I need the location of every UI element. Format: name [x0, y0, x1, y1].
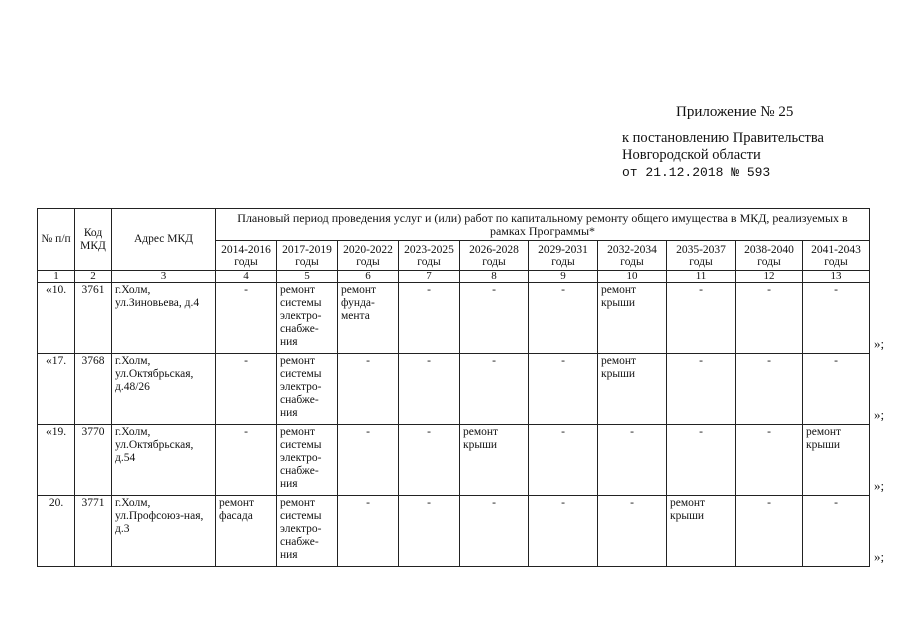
year-header: 2020-2022 годы: [338, 241, 399, 271]
work-cell: -: [598, 496, 667, 567]
building-address: г.Холм, ул.Октябрьская, д.54: [112, 425, 216, 496]
work-cell: -: [667, 425, 736, 496]
work-cell: -: [338, 425, 399, 496]
work-cell: -: [399, 283, 460, 354]
building-code: 3768: [75, 354, 112, 425]
column-number: 1: [38, 271, 75, 283]
work-cell: -: [399, 496, 460, 567]
table-row: [38, 354, 870, 425]
year-header: 2017-2019 годы: [277, 241, 338, 271]
work-cell: -: [216, 354, 277, 425]
column-number: 5: [277, 271, 338, 283]
column-number: 3: [112, 271, 216, 283]
work-cell: ремонт фунда-мента: [338, 283, 399, 354]
row-number: «17.: [38, 354, 75, 425]
work-cell: -: [736, 425, 803, 496]
column-number-row: [38, 271, 870, 283]
header-address: Адрес МКД: [112, 209, 216, 271]
column-number: 11: [667, 271, 736, 283]
work-cell: -: [667, 283, 736, 354]
resolution-line: к постановлению Правительства: [622, 130, 824, 146]
row-closing-mark: »;: [874, 548, 885, 564]
work-cell: ремонт крыши: [460, 425, 529, 496]
work-cell: -: [803, 496, 870, 567]
work-cell: -: [399, 354, 460, 425]
column-number: 8: [460, 271, 529, 283]
work-cell: -: [216, 425, 277, 496]
work-cell: -: [803, 354, 870, 425]
work-cell: -: [399, 425, 460, 496]
work-cell: -: [529, 496, 598, 567]
table-row: [38, 283, 870, 354]
column-number: 4: [216, 271, 277, 283]
row-closing-mark: »;: [874, 335, 885, 351]
year-header: 2041-2043 годы: [803, 241, 870, 271]
work-cell: -: [667, 354, 736, 425]
work-cell: ремонт системы электро-снабже-ния: [277, 425, 338, 496]
column-number: 2: [75, 271, 112, 283]
year-header: 2014-2016 годы: [216, 241, 277, 271]
work-cell: -: [529, 425, 598, 496]
resolution-date: от 21.12.2018 № 593: [622, 165, 771, 180]
work-cell: -: [338, 354, 399, 425]
resolution-reference: [622, 130, 824, 181]
column-number: 7: [399, 271, 460, 283]
building-code: 3771: [75, 496, 112, 567]
row-number: «19.: [38, 425, 75, 496]
work-cell: -: [460, 354, 529, 425]
work-cell: -: [529, 283, 598, 354]
repair-schedule-table: [37, 208, 870, 567]
year-header: 2029-2031 годы: [529, 241, 598, 271]
column-number: 10: [598, 271, 667, 283]
year-header: 2023-2025 годы: [399, 241, 460, 271]
row-closing-mark: »;: [874, 406, 885, 422]
column-number: 13: [803, 271, 870, 283]
work-cell: ремонт крыши: [598, 283, 667, 354]
table-row: [38, 496, 870, 567]
year-header: 2026-2028 годы: [460, 241, 529, 271]
work-cell: -: [598, 425, 667, 496]
work-cell: ремонт системы электро-снабже-ния: [277, 496, 338, 567]
year-header: 2032-2034 годы: [598, 241, 667, 271]
year-header: 2038-2040 годы: [736, 241, 803, 271]
building-code: 3761: [75, 283, 112, 354]
work-cell: -: [338, 496, 399, 567]
header-row-number: № п/п: [38, 209, 75, 271]
table-row: [38, 425, 870, 496]
work-cell: ремонт фасада: [216, 496, 277, 567]
row-number: 20.: [38, 496, 75, 567]
work-cell: -: [460, 283, 529, 354]
appendix-number: Приложение № 25: [676, 104, 794, 120]
building-code: 3770: [75, 425, 112, 496]
work-cell: ремонт системы электро-снабже-ния: [277, 354, 338, 425]
work-cell: -: [736, 354, 803, 425]
header-building-code: Код МКД: [75, 209, 112, 271]
building-address: г.Холм, ул.Профсоюз-ная, д.3: [112, 496, 216, 567]
building-address: г.Холм, ул.Зиновьева, д.4: [112, 283, 216, 354]
work-cell: -: [529, 354, 598, 425]
work-cell: ремонт крыши: [598, 354, 667, 425]
row-number: «10.: [38, 283, 75, 354]
header-planned-period: Плановый период проведения услуг и (или) работ по капитальному ремонту общего имущества в МКД, реализуемых в рамках Программы*: [216, 209, 870, 241]
work-cell: -: [460, 496, 529, 567]
row-closing-mark: »;: [874, 477, 885, 493]
column-number: 6: [338, 271, 399, 283]
year-header: 2035-2037 годы: [667, 241, 736, 271]
resolution-line: Новгородской области: [622, 147, 761, 163]
work-cell: -: [736, 496, 803, 567]
work-cell: -: [736, 283, 803, 354]
column-number: 9: [529, 271, 598, 283]
work-cell: -: [216, 283, 277, 354]
column-number: 12: [736, 271, 803, 283]
building-address: г.Холм, ул.Октябрьская, д.48/26: [112, 354, 216, 425]
work-cell: ремонт крыши: [667, 496, 736, 567]
work-cell: -: [803, 283, 870, 354]
work-cell: ремонт системы электро-снабже-ния: [277, 283, 338, 354]
work-cell: ремонт крыши: [803, 425, 870, 496]
